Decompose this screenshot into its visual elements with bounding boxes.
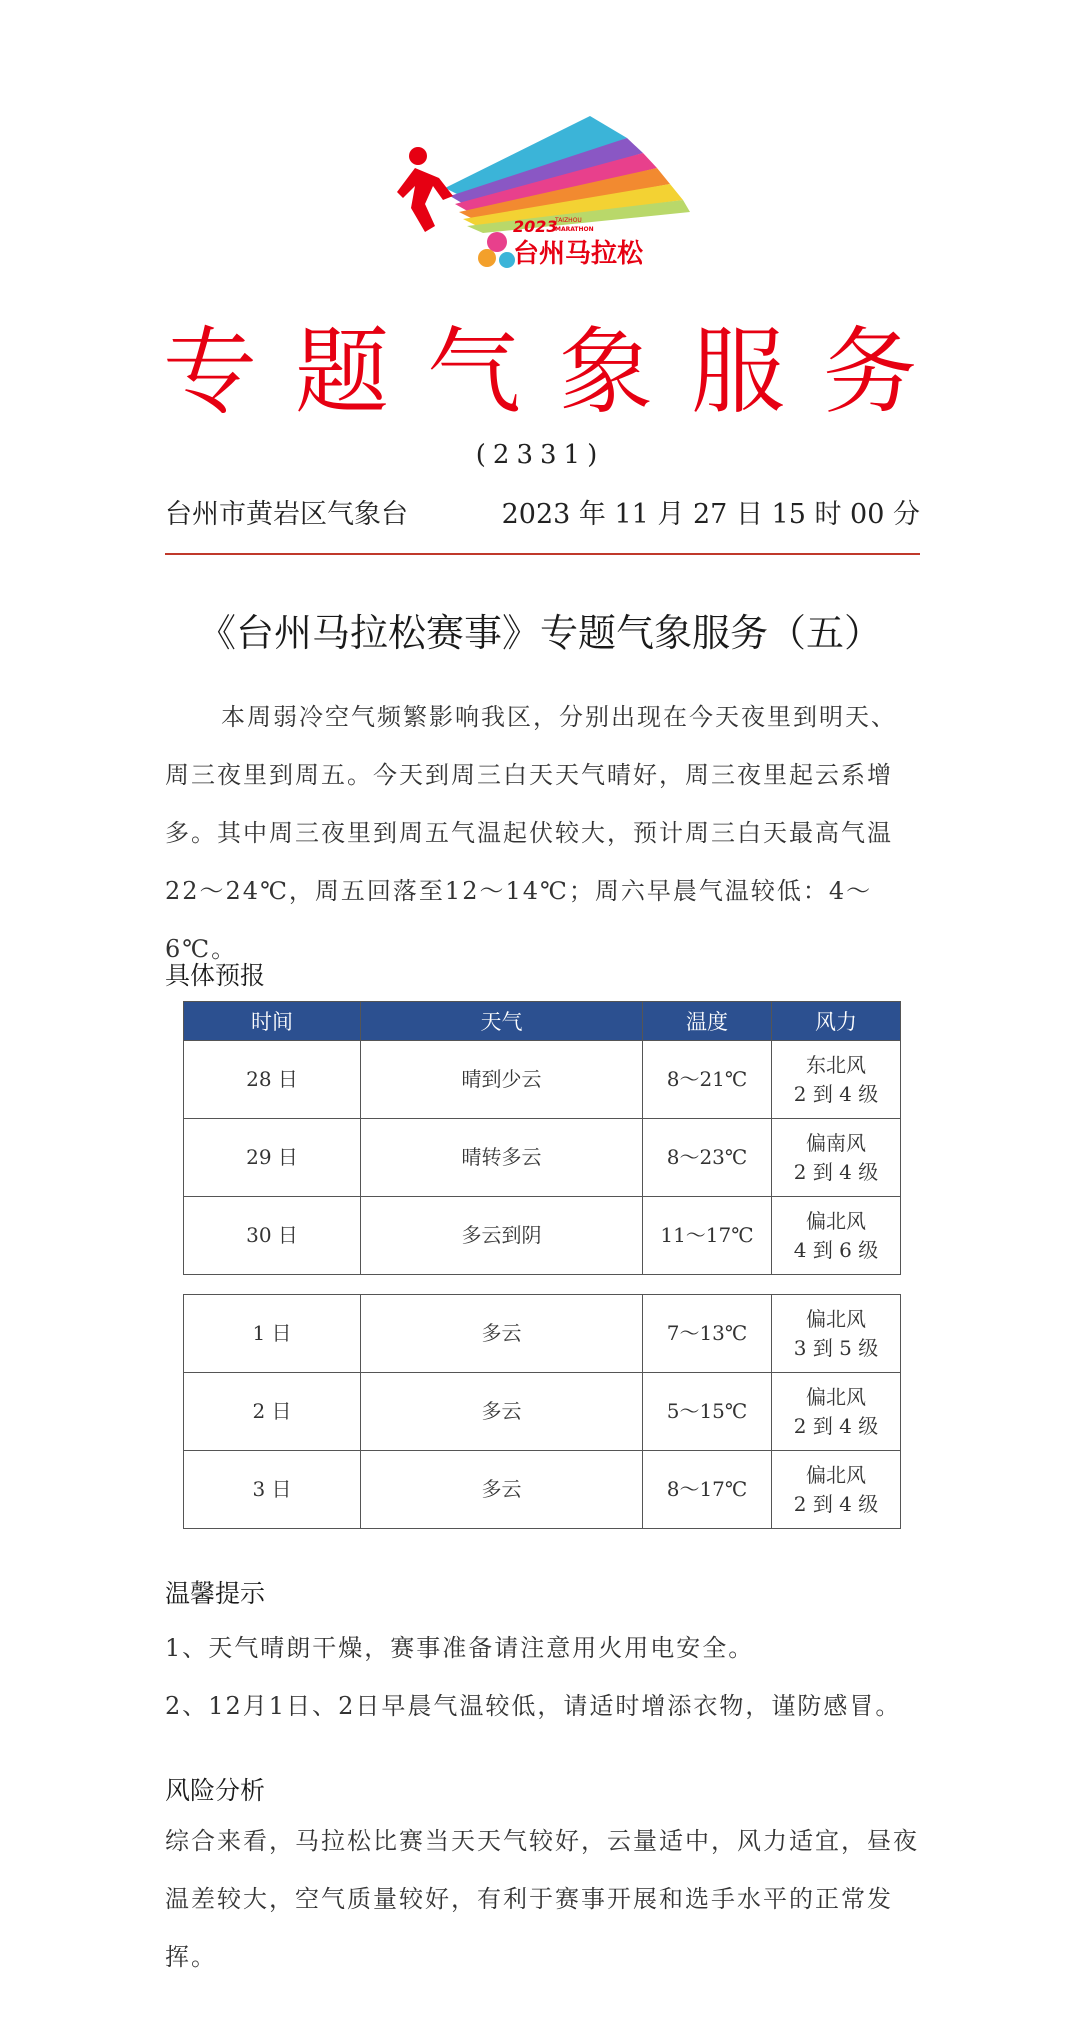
wind-level: 2 到 4 级: [793, 1413, 879, 1438]
marathon-logo: [395, 108, 695, 273]
wind-direction: 偏北风: [806, 1384, 866, 1409]
forecast-table-1: [183, 1001, 901, 1275]
wind-cell: [772, 1295, 901, 1373]
date-cell: 2 日: [184, 1373, 361, 1451]
risk-paragraph: 综合来看，马拉松比赛当天天气较好，云量适中，风力适宜，昼夜温差较大，空气质量较好，有利于赛事开展和选手水平的正常发挥。: [165, 1827, 919, 1971]
table-row: [184, 1451, 901, 1529]
issue-time: 2023 年 11 月 27 日 15 时 00 分: [501, 499, 920, 530]
wind-direction: 偏北风: [806, 1306, 866, 1331]
issuer-name: 台州市黄岩区气象台: [165, 499, 408, 530]
weather-cell: 晴到少云: [361, 1041, 643, 1119]
forecast-table-2: [183, 1294, 901, 1529]
intro-paragraph: 本周弱冷空气频繁影响我区，分别出现在今天夜里到明天、周三夜里到周五。今天到周三白天天气晴好，周三夜里起云系增多。其中周三夜里到周五气温起伏较大，预计周三白天最高气温22～24℃，周五回落至12～14℃；周六早晨气温较低：4～6℃。: [165, 703, 897, 963]
tip-item-1: 1、天气晴朗干燥，赛事准备请注意用火用电安全。: [165, 1634, 755, 1662]
date-cell: 1 日: [184, 1295, 361, 1373]
header-divider: [165, 553, 920, 555]
risk-heading: 风险分析: [165, 1776, 266, 1805]
logo-english-1: TAIZHOU: [555, 217, 582, 224]
article-title: 《台州马拉松赛事》专题气象服务（五）: [197, 611, 882, 655]
page-title: 专题气象服务: [162, 318, 955, 427]
wind-level: 2 到 4 级: [793, 1081, 879, 1106]
date-cell: 28 日: [184, 1041, 361, 1119]
temp-cell: 11～17℃: [643, 1197, 772, 1275]
temp-cell: 5～15℃: [643, 1373, 772, 1451]
date-cell: 29 日: [184, 1119, 361, 1197]
column-header-temp: 温度: [643, 1002, 772, 1041]
weather-cell: 多云到阴: [361, 1197, 643, 1275]
date-cell: 30 日: [184, 1197, 361, 1275]
wind-direction: 东北风: [806, 1052, 866, 1077]
runner-icon: [397, 147, 453, 232]
logo-drop-icon: [478, 232, 515, 268]
weather-cell: 多云: [361, 1451, 643, 1529]
column-header-time: 时间: [184, 1002, 361, 1041]
temp-cell: 7～13℃: [643, 1295, 772, 1373]
forecast-heading: 具体预报: [165, 961, 266, 990]
column-header-wind: 风力: [772, 1002, 901, 1041]
date-cell: 3 日: [184, 1451, 361, 1529]
weather-cell: 晴转多云: [361, 1119, 643, 1197]
logo-ribbons: [445, 116, 690, 233]
temp-cell: 8～17℃: [643, 1451, 772, 1529]
table-header-row: [184, 1002, 901, 1041]
tips-heading: 温馨提示: [165, 1579, 266, 1608]
logo-chinese: 台州马拉松: [513, 239, 644, 269]
tip-item-2: 2、12月1日、2日早晨气温较低，请适时增添衣物，谨防感冒。: [165, 1692, 902, 1720]
wind-level: 4 到 6 级: [793, 1237, 879, 1262]
table-row: [184, 1295, 901, 1373]
logo-year: 2023: [513, 217, 558, 236]
table-row: [184, 1041, 901, 1119]
wind-level: 2 到 4 级: [793, 1491, 879, 1516]
wind-direction: 偏北风: [806, 1208, 866, 1233]
wind-direction: 偏北风: [806, 1462, 866, 1487]
temp-cell: 8～23℃: [643, 1119, 772, 1197]
temp-cell: 8～21℃: [643, 1041, 772, 1119]
weather-cell: 多云: [361, 1373, 643, 1451]
wind-cell: [772, 1119, 901, 1197]
document-number: (2331): [475, 440, 605, 470]
wind-level: 3 到 5 级: [793, 1335, 879, 1360]
weather-cell: 多云: [361, 1295, 643, 1373]
column-header-weather: 天气: [361, 1002, 643, 1041]
wind-cell: [772, 1041, 901, 1119]
wind-level: 2 到 4 级: [793, 1159, 879, 1184]
table-row: [184, 1197, 901, 1275]
table-row: [184, 1373, 901, 1451]
wind-cell: [772, 1373, 901, 1451]
wind-cell: [772, 1451, 901, 1529]
wind-cell: [772, 1197, 901, 1275]
table-row: [184, 1119, 901, 1197]
wind-direction: 偏南风: [806, 1130, 866, 1155]
logo-english-2: MARATHON: [555, 226, 594, 233]
